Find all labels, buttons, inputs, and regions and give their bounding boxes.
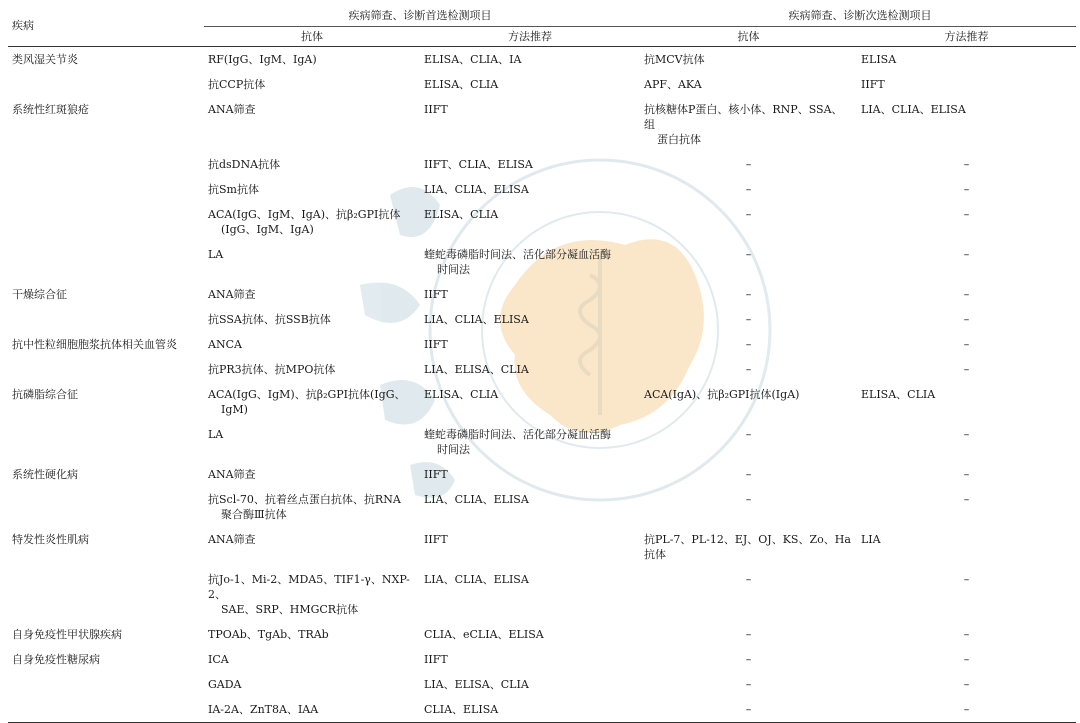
primary-method-cell: IIFT、CLIA、ELISA xyxy=(424,158,533,171)
header-first-choice: 疾病筛查、诊断首选检测项目 xyxy=(204,5,640,27)
table-row xyxy=(8,567,1076,622)
secondary-method-cell: – xyxy=(963,183,970,196)
disease-cell: 抗磷脂综合征 xyxy=(12,388,78,401)
secondary-method-cell: LIA、CLIA、ELISA xyxy=(861,103,966,116)
secondary-antibody-cell: – xyxy=(745,493,752,506)
secondary-method-cell: – xyxy=(963,428,970,441)
disease-cell xyxy=(8,422,204,462)
table-row xyxy=(8,422,1076,462)
primary-method-cell: CLIA、ELISA xyxy=(420,697,640,723)
primary-method-cell: ELISA、CLIA、IA xyxy=(424,53,522,66)
disease-cell: 特发性炎性肌病 xyxy=(12,533,89,546)
secondary-method-cell: – xyxy=(963,628,970,641)
secondary-antibody-cell: 抗MCV抗体 xyxy=(644,53,705,66)
primary-antibody-cell: 抗Jo-1、Mi-2、MDA5、TIF1-γ、NXP-2、 SAE、SRP、HMGCR抗体 xyxy=(208,573,410,616)
secondary-antibody-cell: ACA(IgA)、抗β₂GPⅠ抗体(IgA) xyxy=(644,388,800,401)
primary-antibody-cell: 抗SSA抗体、抗SSB抗体 xyxy=(208,313,331,326)
secondary-method-cell: – xyxy=(963,653,970,666)
primary-antibody-cell: 抗PR3抗体、抗MPO抗体 xyxy=(208,363,336,376)
table-row xyxy=(8,282,1076,307)
primary-method-cell: ELISA、CLIA xyxy=(424,388,499,401)
disease-cell xyxy=(8,242,204,282)
secondary-antibody-cell: – xyxy=(640,697,857,723)
primary-antibody-cell: ANCA xyxy=(208,338,242,351)
primary-method-cell: LIA、CLIA、ELISA xyxy=(424,183,529,196)
primary-antibody-cell: 抗Sm抗体 xyxy=(208,183,259,196)
secondary-method-cell: – xyxy=(963,573,970,586)
disease-cell: 自身免疫性糖尿病 xyxy=(12,653,100,666)
secondary-antibody-cell: APF、AKA xyxy=(644,78,702,91)
disease-cell xyxy=(8,357,204,382)
primary-method-cell: 蝰蛇毒磷脂时间法、活化部分凝血活酶 时间法 xyxy=(424,248,611,276)
table-row xyxy=(8,527,1076,567)
primary-method-cell: IIFT xyxy=(424,533,448,546)
secondary-antibody-cell: – xyxy=(745,628,752,641)
secondary-antibody-cell: – xyxy=(745,428,752,441)
header-antibody: 抗体 xyxy=(204,27,420,47)
secondary-antibody-cell: – xyxy=(745,678,752,691)
secondary-method-cell: IIFT xyxy=(861,78,885,91)
secondary-antibody-cell: – xyxy=(745,208,752,221)
secondary-antibody-cell: – xyxy=(745,653,752,666)
secondary-method-cell: – xyxy=(963,678,970,691)
test-recommendation-table xyxy=(8,5,1076,723)
primary-method-cell: IIFT xyxy=(424,288,448,301)
header-disease: 疾病 xyxy=(8,5,204,47)
table-row xyxy=(8,242,1076,282)
disease-cell xyxy=(8,152,204,177)
table-row xyxy=(8,622,1076,647)
primary-method-cell: ELISA、CLIA xyxy=(424,78,499,91)
table-row xyxy=(8,332,1076,357)
disease-cell xyxy=(8,202,204,242)
secondary-method-cell: – xyxy=(963,158,970,171)
table-row xyxy=(8,647,1076,672)
disease-cell: 系统性硬化病 xyxy=(12,468,78,481)
primary-antibody-cell: 抗Scl-70、抗着丝点蛋白抗体、抗RNA 聚合酶Ⅲ抗体 xyxy=(208,493,401,521)
secondary-method-cell: – xyxy=(963,248,970,261)
table-row xyxy=(8,72,1076,97)
primary-method-cell: IIFT xyxy=(424,338,448,351)
primary-method-cell: IIFT xyxy=(424,103,448,116)
disease-cell: 类风湿关节炎 xyxy=(12,53,78,66)
primary-method-cell: IIFT xyxy=(424,468,448,481)
disease-cell xyxy=(8,697,204,723)
primary-method-cell: CLIA、eCLIA、ELISA xyxy=(424,628,544,641)
primary-method-cell: 蝰蛇毒磷脂时间法、活化部分凝血活酶 时间法 xyxy=(424,428,611,456)
secondary-antibody-cell: – xyxy=(745,183,752,196)
secondary-antibody-cell: – xyxy=(745,338,752,351)
primary-antibody-cell: LA xyxy=(208,428,224,441)
secondary-method-cell: – xyxy=(963,338,970,351)
table-row xyxy=(8,97,1076,152)
primary-method-cell: LIA、ELISA、CLIA xyxy=(424,678,529,691)
table-row xyxy=(8,307,1076,332)
primary-antibody-cell: 抗dsDNA抗体 xyxy=(208,158,281,171)
primary-antibody-cell: IA-2A、ZnT8A、IAA xyxy=(204,697,420,723)
disease-cell xyxy=(8,567,204,622)
secondary-antibody-cell: – xyxy=(745,573,752,586)
header-antibody-secondary: 抗体 xyxy=(640,27,857,47)
secondary-method-cell: LIA xyxy=(861,533,881,546)
primary-antibody-cell: ANA筛查 xyxy=(208,103,256,116)
secondary-method-cell: – xyxy=(963,468,970,481)
primary-method-cell: LIA、ELISA、CLIA xyxy=(424,363,529,376)
disease-cell xyxy=(8,307,204,332)
primary-antibody-cell: LA xyxy=(208,248,224,261)
table-row xyxy=(8,697,1076,723)
disease-cell xyxy=(8,72,204,97)
secondary-method-cell: – xyxy=(963,363,970,376)
primary-antibody-cell: ANA筛查 xyxy=(208,468,256,481)
table-row xyxy=(8,487,1076,527)
header-method: 方法推荐 xyxy=(420,27,640,47)
secondary-antibody-cell: 抗核糖体P蛋白、核小体、RNP、SSA、组 蛋白抗体 xyxy=(644,103,843,146)
secondary-antibody-cell: – xyxy=(745,468,752,481)
header-second-choice: 疾病筛查、诊断次选检测项目 xyxy=(640,5,1076,27)
secondary-method-cell: – xyxy=(963,313,970,326)
secondary-antibody-cell: – xyxy=(745,313,752,326)
table-row xyxy=(8,382,1076,422)
secondary-method-cell: – xyxy=(963,493,970,506)
primary-antibody-cell: 抗CCP抗体 xyxy=(208,78,266,91)
disease-cell: 系统性红斑狼疮 xyxy=(12,103,89,116)
table-row xyxy=(8,462,1076,487)
disease-cell: 抗中性粒细胞胞浆抗体相关血管炎 xyxy=(12,338,177,351)
secondary-antibody-cell: – xyxy=(745,363,752,376)
disease-cell: 干燥综合征 xyxy=(12,288,67,301)
table-row xyxy=(8,47,1076,73)
primary-antibody-cell: ANA筛查 xyxy=(208,533,256,546)
secondary-antibody-cell: – xyxy=(745,158,752,171)
secondary-method-cell: ELISA、CLIA xyxy=(861,388,936,401)
disease-cell xyxy=(8,487,204,527)
primary-method-cell: ELISA、CLIA xyxy=(424,208,499,221)
primary-antibody-cell: TPOAb、TgAb、TRAb xyxy=(208,628,329,641)
primary-antibody-cell: ACA(IgG、IgM)、抗β₂GPⅠ抗体(IgG、 IgM) xyxy=(208,388,406,416)
primary-antibody-cell: GADA xyxy=(208,678,242,691)
table-row xyxy=(8,672,1076,697)
secondary-method-cell: – xyxy=(963,288,970,301)
secondary-antibody-cell: – xyxy=(745,288,752,301)
secondary-antibody-cell: – xyxy=(745,248,752,261)
secondary-antibody-cell: 抗PL-7、PL-12、EJ、OJ、KS、Zo、Ha抗体 xyxy=(644,533,851,561)
table-row xyxy=(8,202,1076,242)
secondary-method-cell: – xyxy=(963,208,970,221)
table-row xyxy=(8,152,1076,177)
primary-antibody-cell: RF(IgG、IgM、IgA) xyxy=(208,53,317,66)
disease-cell: 自身免疫性甲状腺疾病 xyxy=(12,628,122,641)
disease-cell xyxy=(8,177,204,202)
disease-cell xyxy=(8,672,204,697)
primary-antibody-cell: ACA(IgG、IgM、IgA)、抗β₂GPⅠ抗体 (IgG、IgM、IgA) xyxy=(208,208,401,236)
primary-antibody-cell: ICA xyxy=(208,653,229,666)
primary-antibody-cell: ANA筛查 xyxy=(208,288,256,301)
table-row xyxy=(8,177,1076,202)
header-method-secondary: 方法推荐 xyxy=(857,27,1076,47)
secondary-method-cell: ELISA xyxy=(861,53,897,66)
primary-method-cell: LIA、CLIA、ELISA xyxy=(424,313,529,326)
primary-method-cell: LIA、CLIA、ELISA xyxy=(424,573,529,586)
table-row xyxy=(8,357,1076,382)
secondary-method-cell: – xyxy=(857,697,1076,723)
primary-method-cell: IIFT xyxy=(424,653,448,666)
primary-method-cell: LIA、CLIA、ELISA xyxy=(424,493,529,506)
